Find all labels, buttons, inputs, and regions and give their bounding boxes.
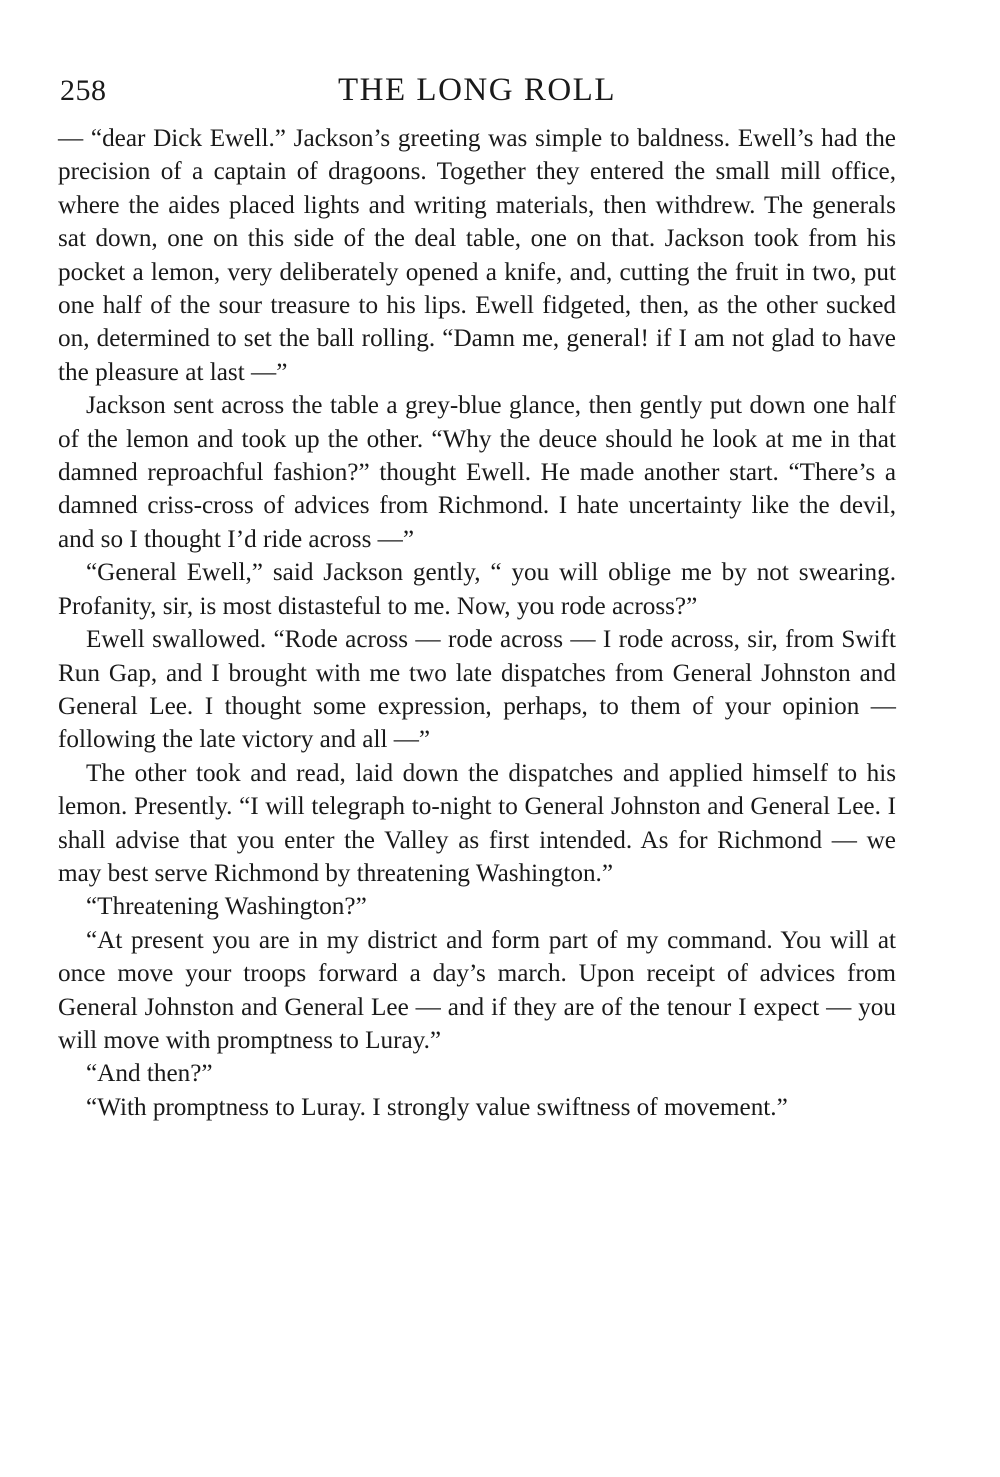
paragraph-and-then: “And then?” bbox=[86, 1060, 213, 1088]
body-text bbox=[58, 122, 896, 1124]
running-head bbox=[58, 68, 896, 116]
paragraph-ewell-swallowed: Ewell swallowed. “Rode across — rode across — I rode across, sir, from Swift Run Gap, and I brought with me two late dispatches from General Johnston and General Lee. I thought some expression, perhaps, to them of your opinion — following the late victory and all —” bbox=[58, 626, 896, 754]
book-title: THE LONG ROLL bbox=[338, 72, 616, 108]
paragraph-grey-blue-glance: Jackson sent across the table a grey-blue glance, then gently put down one half of the lemon and took up the other. “Why the deuce should he look at me in that damned reproachful fashion?” thought Ewell. He made another start. “There’s a damned criss-cross of advices from Richmond. I hate uncertainty like the devil, and so I thought I’d ride across —” bbox=[58, 392, 896, 553]
paragraph-telegraph-tonight: The other took and read, laid down the dispatches and applied himself to his lemon. Presently. “I will telegraph to-night to General Johnston and General Lee. I shall advise that you enter the Valley as first intended. As for Richmond — we may best serve Richmond by threatening Washington.” bbox=[58, 759, 896, 887]
book-page bbox=[58, 68, 896, 1124]
paragraph-threatening-washington: “Threatening Washington?” bbox=[86, 893, 367, 921]
paragraph-not-swearing: “General Ewell,” said Jackson gently, “ you will oblige me by not swearing. Profanity, sir, is most distasteful to me. Now, you rode across?” bbox=[58, 559, 896, 620]
paragraph-dear-dick-ewell: — “dear Dick Ewell.” Jackson’s greeting was simple to baldness. Ewell’s had the precision of a captain of dragoons. Together they entered the small mill office, where the aides placed lights and writing materials, then withdrew. The generals sat down, one on this side of the deal table, one on that. Jackson took from his pocket a lemon, very deliberately opened a knife, and, cutting the fruit in two, put one half of the sour treasure to his lips. Ewell fidgeted, then, as the other sucked on, determined to set the ball rolling. “Damn me, general! if I am not glad to have the pleasure at last —” bbox=[58, 125, 896, 386]
paragraph-form-part-of-command: “At present you are in my district and form part of my command. You will at once move your troops forward a day’s march. Upon receipt of advices from General Johnston and General Lee — and if they are of the tenour I expect — you will move with promptness to Luray.” bbox=[58, 926, 896, 1054]
paragraph-promptness-to-luray: “With promptness to Luray. I strongly value swiftness of movement.” bbox=[86, 1093, 788, 1121]
page-number: 258 bbox=[60, 74, 107, 107]
